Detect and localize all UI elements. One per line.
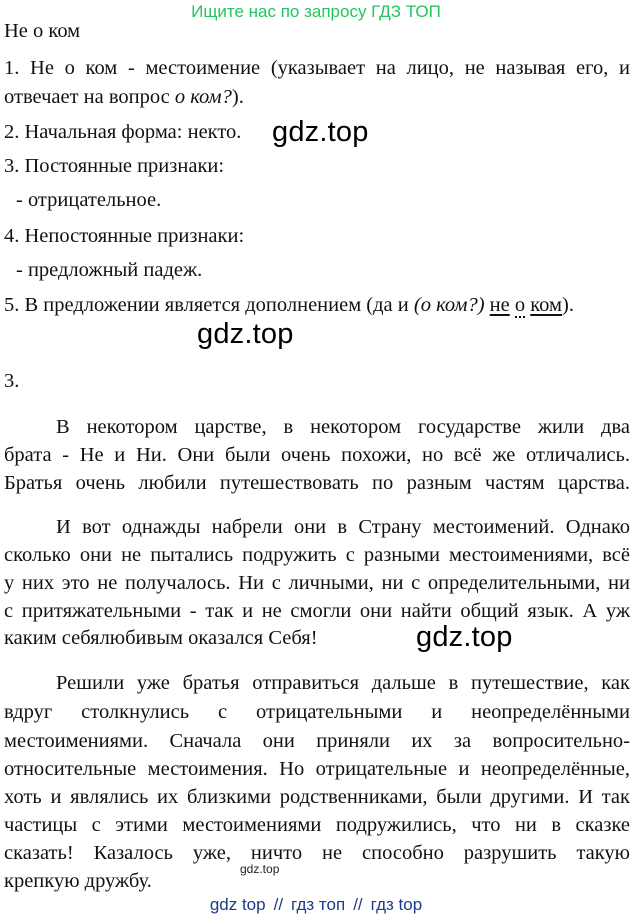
parse-point-1-pre: отвечает на вопрос <box>4 86 175 108</box>
watermark: gdz.top <box>197 318 294 350</box>
story-line: крепкую дружбу. <box>4 870 152 892</box>
parse-point-5-underline-1: не <box>489 294 510 316</box>
story-line: Братья очень любили путешествовать по разным частям царства. <box>4 472 630 494</box>
parse-point-4: 4. Непостоянные признаки: <box>4 225 245 247</box>
footer <box>0 895 632 915</box>
story-line: сколько они не пытались подружить с разными местоимениями, всё <box>4 544 630 566</box>
footer-link[interactable]: гдз top <box>370 895 423 914</box>
parse-point-5-post: ). <box>562 294 574 316</box>
story-line: Решили уже братья отправиться дальше в путешествие, как <box>56 672 630 694</box>
story-line: вдруг столкнулись с отрицательными и неопределёнными <box>4 701 630 723</box>
story-line: с притяжательными - так и не смогли они найти общий язык. А уж <box>4 600 630 622</box>
parse-point-5-pre: 5. В предложении является дополнением (да и <box>4 294 414 316</box>
parse-point-5-question: (о ком?) <box>413 294 485 316</box>
parse-point-1-post: ). <box>231 86 244 108</box>
story-line: у них это не получалось. Ни с личными, ни с определительными, ни <box>4 572 630 594</box>
watermark: gdz.top <box>416 621 513 653</box>
watermark-small: gdz.top <box>240 862 280 876</box>
story-line: брата - Не и Ни. Они были очень похожи, но всё же отличались. <box>4 444 630 466</box>
footer-separator: // <box>353 895 363 914</box>
story-line: И вот однажды набрели они в Страну местоимений. Однако <box>56 516 630 538</box>
story-line: сказать! Казалось уже, ничто не способно разрушить такую <box>4 842 630 864</box>
watermark: gdz.top <box>272 116 369 148</box>
parse-point-4-item: - предложный падеж. <box>16 259 203 281</box>
story-line: относительные местоимения. Но отрицательные и неопределённые, <box>4 758 630 780</box>
parse-title: Не о ком <box>4 20 81 42</box>
top-banner: Ищите нас по запросу ГДЗ ТОП <box>191 2 441 21</box>
section-number: 3. <box>4 370 20 392</box>
story-line: местоимениями. Сначала они приняли их за вопросительно- <box>4 730 630 752</box>
parse-point-2: 2. Начальная форма: некто. <box>4 121 242 143</box>
footer-separator: // <box>273 895 284 914</box>
parse-point-5-underline-2: о <box>514 294 526 316</box>
story-line: частицы с этими местоимениями подружились, что ни в сказке <box>4 814 630 836</box>
parse-point-3-item: - отрицательное. <box>16 189 162 211</box>
parse-point-1: 1. Не о ком - местоимение (указывает на лицо, не называя его, и <box>4 57 630 79</box>
parse-point-3: 3. Постоянные признаки: <box>4 155 225 177</box>
story-line: В некотором царстве, в некотором государстве жили два <box>56 416 630 438</box>
story-line: каким себялюбивым оказался Себя! <box>4 627 318 649</box>
story-line: хоть и являлись их близкими родственниками, были другими. И так <box>4 786 630 808</box>
parse-point-1-cont <box>4 86 244 109</box>
parse-point-1-question: о ком? <box>174 86 232 108</box>
footer-link[interactable]: gdz top <box>209 895 266 914</box>
footer-link[interactable]: гдз топ <box>291 895 346 914</box>
parse-point-5 <box>4 294 574 317</box>
parse-point-5-underline-3: ком <box>530 294 562 316</box>
